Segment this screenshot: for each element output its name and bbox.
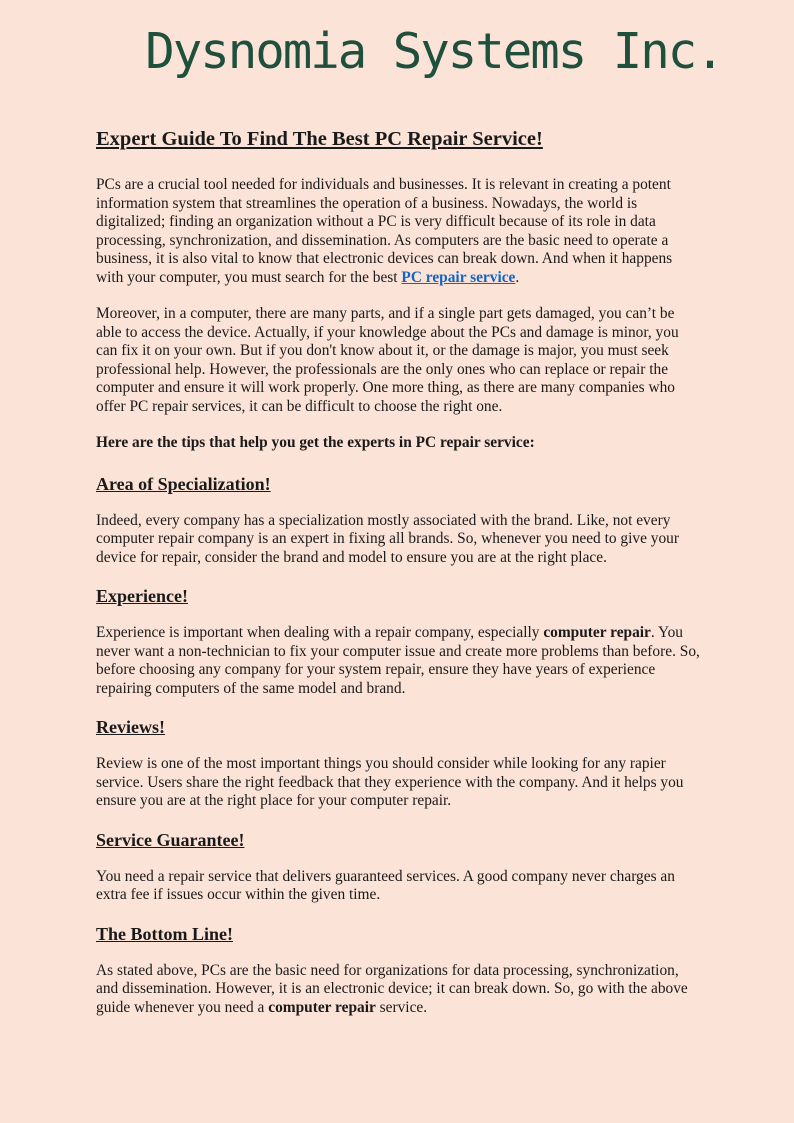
experience-text: Experience is important when dealing with a repair company, especially bbox=[96, 624, 544, 641]
heading-bottom-line: The Bottom Line! bbox=[96, 923, 233, 944]
experience-text-end: . You never want a non-technician to fix your computer issue and create more problems than before. So, before choosing any company for your system repair, ensure they have years of experience repairing computers of the same model and brand. bbox=[96, 624, 700, 697]
paragraph-reviews: Review is one of the most important things you should consider while looking for any rapier service. Users share the right feedback that they experience with the company. And it helps you ensure you are at the right place for your computer repair. bbox=[96, 755, 684, 809]
paragraph-bottom-line bbox=[96, 962, 702, 1018]
article bbox=[96, 126, 702, 1035]
heading-area-of-specialization: Area of Specialization! bbox=[96, 473, 271, 494]
intro-text: PCs are a crucial tool needed for individuals and businesses. It is relevant in creating a potent information system that streamlines the operation of a business. Nowadays, the world is digitalized; finding an organization without a PC is very difficult because of its role in data processing, synchronization, and dissemination. As computers are the basic need to operate a business, it is also vital to know that electronic devices can break down. And when it happens with your computer, you must search for the best bbox=[96, 176, 673, 286]
paragraph-area-of-specialization: Indeed, every company has a specialization mostly associated with the brand. Like, not every computer repair company is an expert in fixing all brands. So, whenever you need to give your device for repair, consider the brand and model to ensure you are at the right place. bbox=[96, 511, 679, 566]
heading-service-guarantee: Service Guarantee! bbox=[96, 829, 245, 850]
heading-experience: Experience! bbox=[96, 586, 188, 606]
bottom-line-text: As stated above, PCs are the basic need for organizations for data processing, synchronization, and dissemination. However, it is an electronic device; it can break down. So, go with the above guide whenever you need a bbox=[96, 961, 688, 1016]
article-title: Expert Guide To Find The Best PC Repair Service! bbox=[96, 128, 543, 150]
pc-repair-service-link[interactable]: PC repair service bbox=[401, 268, 516, 286]
heading-reviews: Reviews! bbox=[96, 717, 165, 737]
company-logo bbox=[0, 22, 794, 82]
intro-text-end: . bbox=[515, 268, 520, 286]
company-logo-text: Dysnomia Systems Inc. bbox=[145, 23, 723, 80]
computer-repair-bold-2: computer repair bbox=[268, 998, 376, 1016]
paragraph-moreover: Moreover, in a computer, there are many parts, and if a single part gets damaged, you can’t be able to access the device. Actually, if your knowledge about the PCs and damage is minor, you can fix it on your own. But if you don't know about it, or the damage is major, you must seek professional help. However, the professionals are the only ones who can replace or repair the computer and ensure it will work properly. One more thing, as there are many companies who offer PC repair services, it can be difficult to choose the right one. bbox=[96, 305, 679, 415]
bottom-line-text-end: service. bbox=[375, 998, 428, 1016]
computer-repair-bold: computer repair bbox=[543, 624, 651, 641]
tips-intro: Here are the tips that help you get the experts in PC repair service: bbox=[96, 434, 535, 451]
paragraph-service-guarantee: You need a repair service that delivers guaranteed services. A good company never charges an extra fee if issues occur within the given time. bbox=[96, 867, 675, 903]
paragraph-experience bbox=[96, 624, 702, 698]
intro-paragraph bbox=[96, 176, 702, 287]
